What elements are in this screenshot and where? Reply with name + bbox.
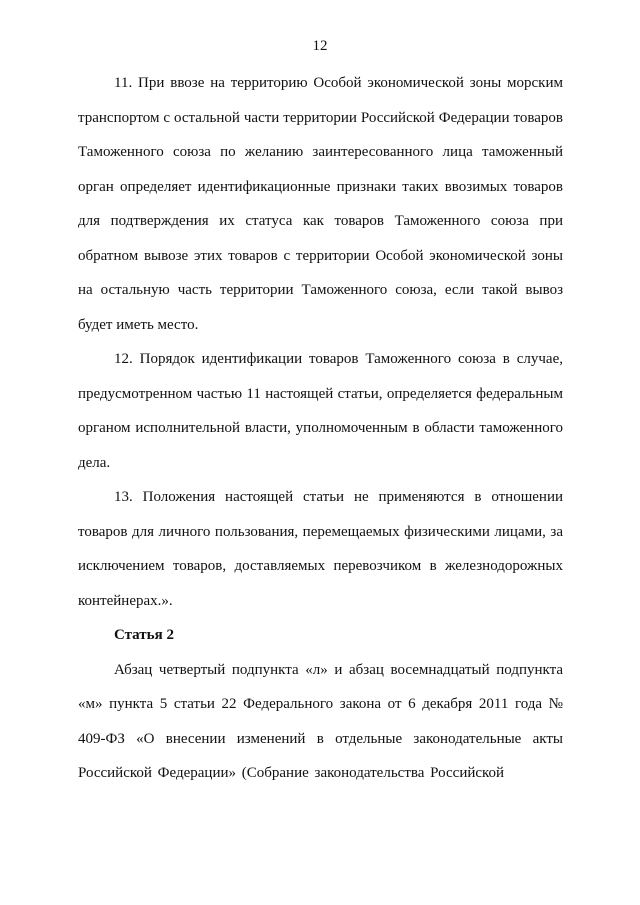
article-2-paragraph: Абзац четвертый подпункта «л» и абзац восемнадцатый подпункта «м» пункта 5 статьи 22 Федерального закона от 6 декабря 2011 года № 409-ФЗ «О внесении изменений в отдельные законодательные акты Российской Федерации» (Собрание законодательства Российской	[78, 661, 563, 781]
document-body	[78, 66, 563, 791]
paragraph-13: 13. Положения настоящей статьи не применяются в отношении товаров для личного пользования, перемещаемых физическими лицами, за исключением товаров, доставляемых перевозчиком в железнодорожных контейнерах.».	[78, 489, 563, 609]
paragraph-11: 11. При ввозе на территорию Особой экономической зоны морским транспортом с остальной части территории Российской Федерации товаров Таможенного союза по желанию заинтересованного лица таможенный орган определяет идентификационные признаки таких ввозимых товаров для подтверждения их статуса как товаров Таможенного союза при обратном вывозе этих товаров с территории Особой экономической зоны на остальную часть территории Таможенного союза, если такой вывоз будет иметь место.	[78, 75, 563, 333]
page-number: 12	[312, 38, 328, 54]
paragraph-12: 12. Порядок идентификации товаров Таможенного союза в случае, предусмотренном частью 11 настоящей статьи, определяется федеральным органом исполнительной власти, уполномоченным в области таможенного дела.	[78, 351, 563, 471]
article-heading: Статья 2	[114, 627, 174, 643]
